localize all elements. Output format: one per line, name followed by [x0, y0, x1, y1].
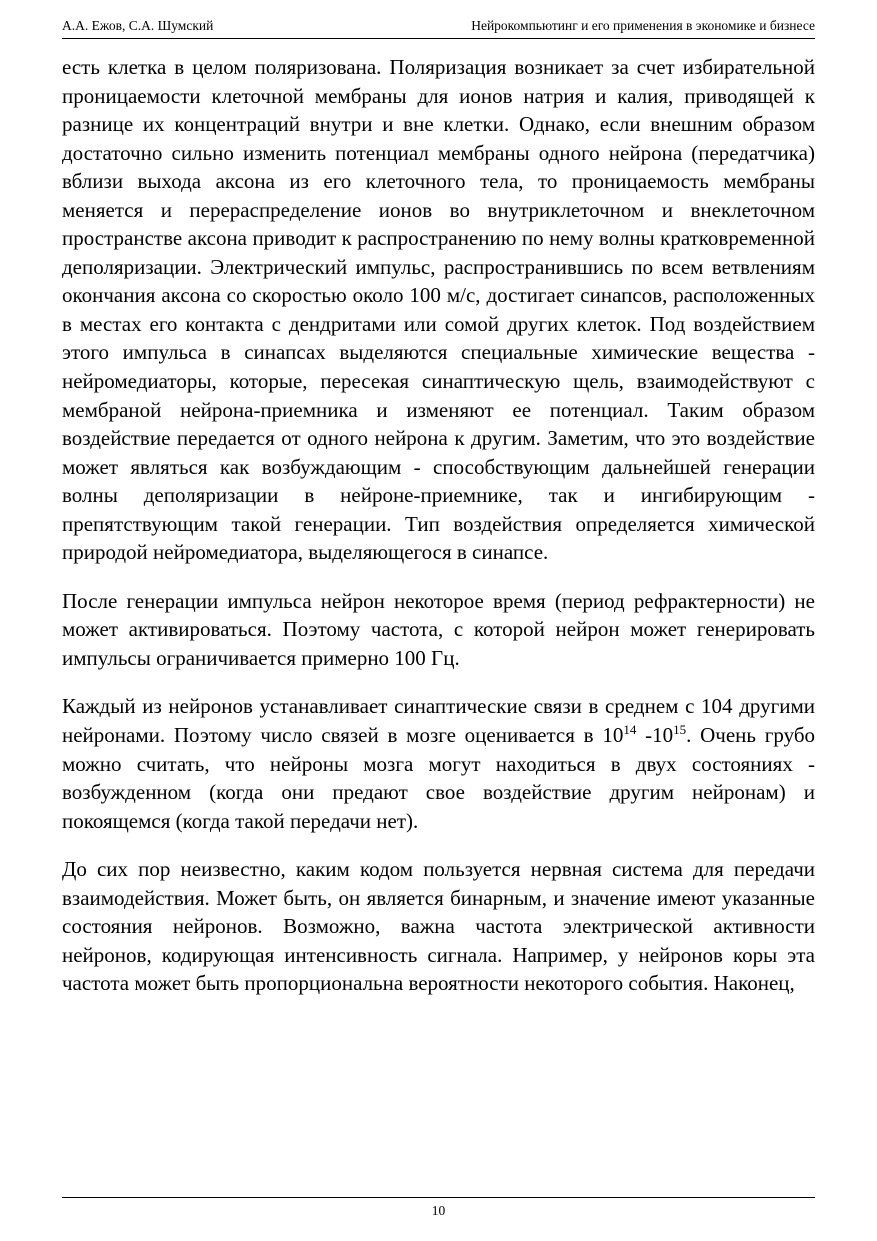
page-footer: [62, 1197, 815, 1219]
paragraph-1: есть клетка в целом поляризована. Поляризация возникает за счет избирательной проницаемости клеточной мембраны для ионов натрия и калия, приводящей к разнице их концентраций внутри и вне клетки. Однако, если внешним образом достаточно сильно изменить потенциал мембраны одного нейрона (передатчика) вблизи выхода аксона из его клеточного тела, то проницаемость мембраны меняется и перераспределение ионов во внутриклеточном и внеклеточном пространстве аксона приводит к распространению по нему волны кратковременной деполяризации. Электрический импульс, распространившись по всем ветвлениям окончания аксона со скоростью около 100 м/с, достигает синапсов, расположенных в местах его контакта с дендритами или сомой других клеток. Под воздействием этого импульса в синапсах выделяются специальные химические вещества - нейромедиаторы, которые, пересекая синаптическую щель, взаимодействуют с мембраной нейрона-приемника и изменяют ее потенциал. Таким образом воздействие передается от одного нейрона к другим. Заметим, что это воздействие может являться как возбуждающим - способствующим дальнейшей генерации волны деполяризации в нейроне-приемнике, так и ингибирующим - препятствующим такой генерации. Тип воздействия определяется химической природой нейромедиатора, выделяющегося в синапсе.: [62, 55, 815, 565]
paragraph-3-after: . Очень грубо можно считать, что нейроны мозга могут находиться в двух состояниях - возбужденном (когда они предают свое воздействие другим нейронам) и покоящемся (когда такой передачи нет).: [62, 723, 816, 833]
exponent-14: 14: [623, 722, 637, 738]
page-content: [62, 39, 815, 998]
header-book-title: Нейрокомпьютинг и его применения в экономике и бизнесе: [471, 18, 815, 33]
page-header: [62, 18, 815, 39]
paragraph-4: До сих пор неизвестно, каким кодом пользуется нервная система для передачи взаимодействия. Может быть, он является бинарным, и значение имеют указанные состояния нейронов. Возможно, важна частота электрической активности нейронов, кодирующая интенсивность сигнала. Например, у нейронов коры эта частота может быть пропорциональна вероятности некоторого события. Наконец,: [62, 857, 815, 996]
paragraph-3-before: Каждый из нейронов устанавливает синаптические связи в среднем с 104 другими нейронами. Поэтому число связей в мозге оценивается в 10: [62, 694, 815, 748]
page-number: 10: [431, 1203, 446, 1218]
paragraph-3: [62, 692, 815, 835]
header-authors: А.А. Ежов, С.А. Шумский: [62, 18, 214, 33]
paragraph-2: После генерации импульса нейрон некоторое время (период рефрактерности) не может активироваться. Поэтому частота, с которой нейрон может генерировать импульсы ограничивается примерно 100 Гц.: [62, 588, 815, 670]
paragraph-3-middle: -10: [636, 723, 674, 748]
exponent-15: 15: [673, 722, 687, 738]
